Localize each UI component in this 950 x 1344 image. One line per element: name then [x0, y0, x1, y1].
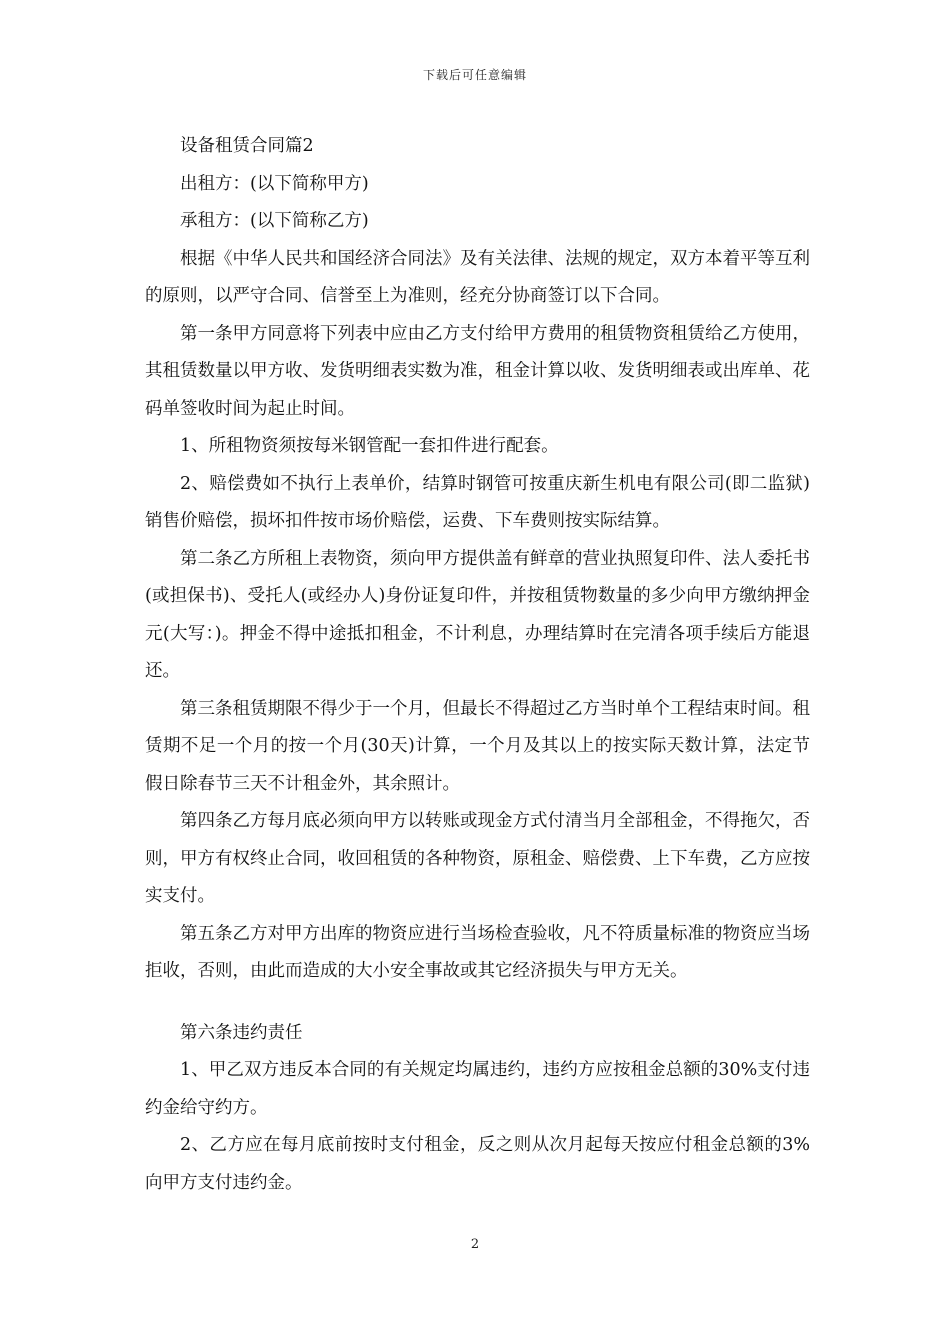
article-1-paragraph: 第一条甲方同意将下列表中应由乙方支付给甲方费用的租赁物资租赁给乙方使用，其租赁数量以甲方收、发货明细表实数为准，租金计算以收、发货明细表或出库单、花码单签收时间为起止时间。 [145, 323, 810, 419]
lessee-line: 承租方：(以下简称乙方) [180, 211, 369, 231]
article-1-item-1: 1、所租物资须按每米钢管配一套扣件进行配套。 [180, 436, 559, 456]
article-3-paragraph: 第三条租赁期限不得少于一个月，但最长不得超过乙方当时单个工程结束时间。租赁期不足一个月的按一个月(30天)计算，一个月及其以上的按实际天数计算，法定节假日除春节三天不计租金外，其余照计。 [145, 698, 810, 794]
preamble-paragraph: 根据《中华人民共和国经济合同法》及有关法律、法规的规定，双方本着平等互利的原则，以严守合同、信誉至上为准则，经充分协商签订以下合同。 [145, 248, 810, 306]
lessor-line: 出租方：(以下简称甲方) [180, 173, 369, 194]
document-header-note: 下载后可任意编辑 [422, 68, 527, 82]
article-6-heading: 第六条违约责任 [180, 1022, 303, 1043]
article-6-item-1: 1、甲乙双方违反本合同的有关规定均属违约，违约方应按租金总额的30%支付违约金给守约方。 [145, 1060, 810, 1118]
contract-title: 设备租赁合同篇2 [180, 136, 314, 156]
article-1-item-2: 2、赔偿费如不执行上表单价，结算时钢管可按重庆新生机电有限公司(即二监狱)销售价赔偿，损坏扣件按市场价赔偿，运费、下车费则按实际结算。 [145, 473, 810, 531]
contract-body [145, 128, 810, 1202]
article-5-paragraph: 第五条乙方对甲方出库的物资应进行当场检查验收，凡不符质量标准的物资应当场拒收，否则，由此而造成的大小安全事故或其它经济损失与甲方无关。 [145, 923, 810, 981]
paragraph-gap [145, 991, 810, 1015]
article-6-item-2: 2、乙方应在每月底前按时支付租金，反之则从次月起每天按应付租金总额的3%向甲方支付违约金。 [145, 1135, 810, 1193]
article-2-paragraph: 第二条乙方所租上表物资，须向甲方提供盖有鲜章的营业执照复印件、法人委托书(或担保书)、受托人(或经办人)身份证复印件，并按租赁物数量的多少向甲方缴纳押金元(大写：)。押金不得中途抵扣租金，不计利息，办理结算时在完清各项手续后方能退还。 [145, 548, 810, 681]
article-4-paragraph: 第四条乙方每月底必须向甲方以转账或现金方式付清当月全部租金，不得拖欠，否则，甲方有权终止合同，收回租赁的各种物资，原租金、赔偿费、上下车费，乙方应按实支付。 [145, 811, 810, 906]
page-number: 2 [470, 1237, 480, 1252]
